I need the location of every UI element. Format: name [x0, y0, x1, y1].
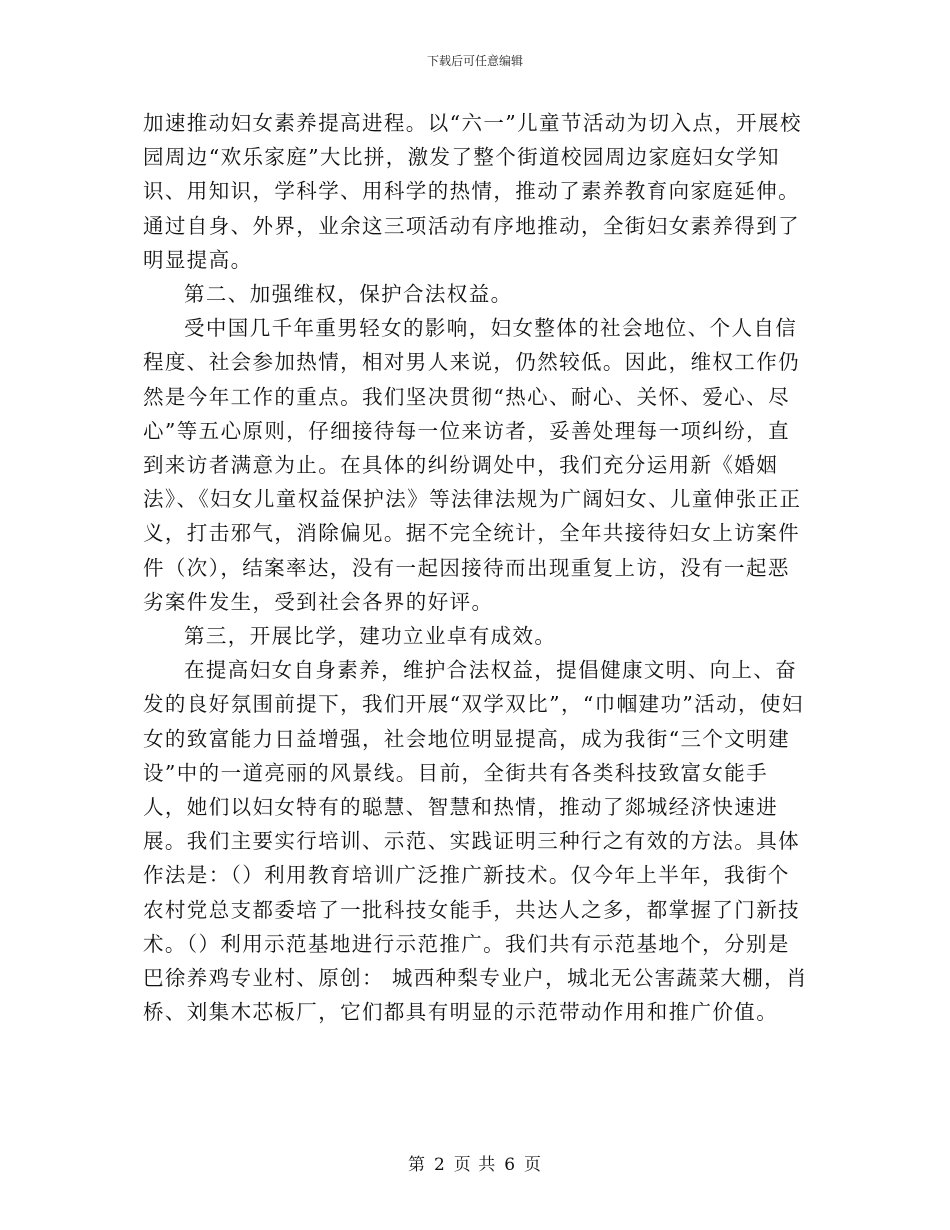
- paragraph-continuation: 加速推动妇女素养提高进程。以“六一”儿童节活动为切入点，开展校园周边“欢乐家庭”大比拼，激发了整个街道校园周边家庭妇女学知识、用知识，学科学、用科学的热情，推动了素养教育向家庭延伸。通过自身、外界，业余这三项活动有序地推动，全街妇女素养得到了明显提高。: [143, 111, 802, 272]
- section-heading-2: 第二、加强维权，保护合法权益。: [184, 282, 513, 307]
- total-page-number: 6: [504, 1155, 517, 1175]
- page-header: [0, 52, 950, 69]
- section-heading-3: 第三，开展比学，建功立业卓有成效。: [184, 624, 557, 649]
- footer-prefix: 第: [407, 1155, 426, 1175]
- paragraph-achievements: 在提高妇女自身素养，维护合法权益，提倡健康文明、向上、奋发的良好氛围前提下，我们开展“双学双比”，“巾帼建功”活动，使妇女的致富能力日益增强，社会地位明显提高，成为我街“三个文明建设”中的一道亮丽的风景线。目前，全街共有各类科技致富女能手人，她们以妇女特有的聪慧、智慧和热情，推动了郯城经济快速进展。我们主要实行培训、示范、实践证明三种行之有效的方法。具体作法是：（）利用教育培训广泛推广新技术。仅今年上半年，我街个农村党总支都委培了一批科技女能手，共达人之多，都掌握了门新技术。（）利用示范基地进行示范推广。我们共有示范基地个，分别是巴徐养鸡专业村、原创： 城西种梨专业户，城北无公害蔬菜大棚，肖桥、刘集木芯板厂，它们都具有明显的示范带动作用和推广价值。: [143, 658, 808, 1025]
- header-text: 下载后可任意编辑: [426, 54, 523, 68]
- footer-mid: 页 共: [453, 1155, 497, 1175]
- footer-suffix: 页: [524, 1155, 543, 1175]
- page-footer: [0, 1150, 950, 1175]
- paragraph-rights: 受中国几千年重男轻女的影响，妇女整体的社会地位、个人自信程度、社会参加热情，相对男人来说，仍然较低。因此，维权工作仍然是今年工作的重点。我们坚决贯彻“热心、耐心、关怀、爱心、尽心”等五心原则，仔细接待每一位来访者，妥善处理每一项纠纷，直到来访者满意为止。在具体的纠纷调处中，我们充分运用新《婚姻法》、《妇女儿童权益保护法》等法律法规为广阔妇女、儿童伸张正正义，打击邪气，消除偏见。据不完全统计，全年共接待妇女上访案件件（次），结案率达，没有一起因接待而出现重复上访，没有一起恶劣案件发生，受到社会各界的好评。: [143, 316, 802, 614]
- current-page-number: 2: [433, 1155, 446, 1175]
- document-body: [143, 106, 808, 1029]
